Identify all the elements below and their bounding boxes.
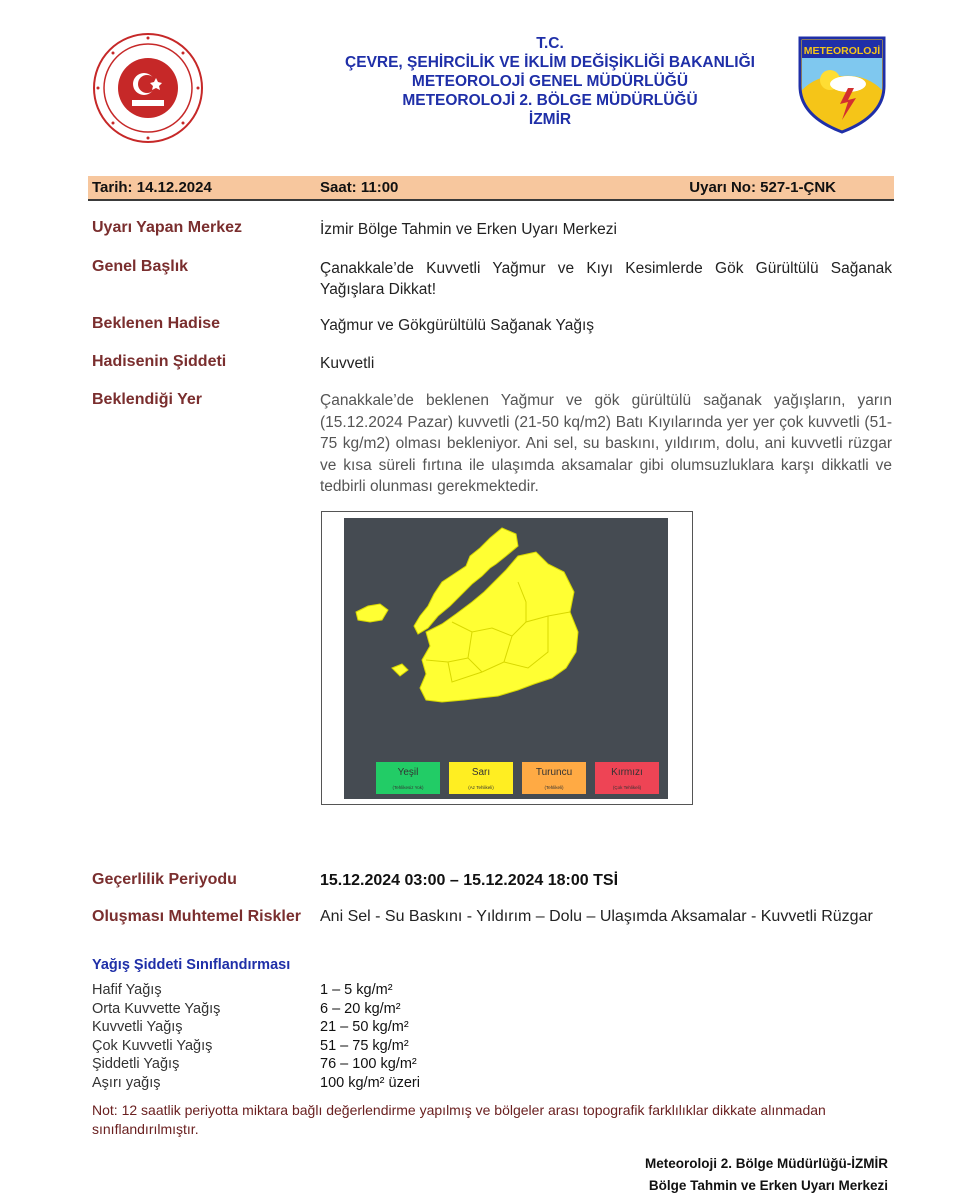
footer-line-2: Bölge Tahmin ve Erken Uyarı Merkezi (648, 1178, 888, 1193)
severity-value: Kuvvetli (320, 355, 375, 372)
severity-label: Hadisenin Şiddeti (92, 353, 227, 370)
legend-orange-label: Turuncu (535, 767, 573, 778)
header-line-directorate: METEOROLOJİ GENEL MÜDÜRLÜĞÜ (411, 73, 689, 90)
legend-green-sub: (Tehlikesiz Yok) (392, 785, 424, 790)
classification-title: Yağış Şiddeti Sınıflandırması (92, 957, 291, 973)
event-label: Beklenen Hadise (92, 315, 221, 332)
legend-yellow-label: Sarı (471, 767, 491, 778)
class-name-2: Orta Kuvvette Yağış (92, 1001, 221, 1017)
legend-orange-sub: (Tehlikeli) (544, 785, 564, 790)
logo-text: METEOROLOJİ (803, 45, 881, 57)
header-line-ministry: ÇEVRE, ŞEHİRCİLİK VE İKLİM DEĞİŞİKLİĞİ BAKANLIĞI (345, 54, 755, 71)
warning-map-frame (321, 511, 693, 805)
header-line-region: METEOROLOJİ 2. BÖLGE MÜDÜRLÜĞÜ (402, 92, 698, 109)
class-name-4: Çok Kuvvetli Yağış (92, 1038, 213, 1054)
legend-yellow-sub: (Az Tehlikeli) (468, 785, 494, 790)
class-name-6: Aşırı yağış (92, 1075, 161, 1091)
place-label: Beklendiği Yer (92, 391, 202, 408)
class-range-1: 1 – 5 kg/m² (320, 982, 393, 998)
date-field: Tarih: 14.12.2024 (92, 179, 212, 196)
time-field: Saat: 11:00 (320, 179, 399, 196)
class-range-3: 21 – 50 kg/m² (320, 1019, 409, 1035)
class-range-5: 76 – 100 kg/m² (320, 1056, 417, 1072)
header-title-block (290, 34, 810, 129)
legend-red-label: Kırmızı (611, 767, 643, 778)
warning-number-field: Uyarı No: 527-1-ÇNK (689, 179, 836, 196)
validity-value: 15.12.2024 03:00 – 15.12.2024 18:00 TSİ (320, 872, 619, 889)
meteoroloji-shield-logo (796, 34, 888, 134)
class-name-1: Hafif Yağış (92, 982, 162, 998)
title-value: Çanakkale’de Kuvvetli Yağmur ve Kıyı Kesimlerde Gök Gürültülü Sağanak Yağışlara Dikkat! (320, 260, 892, 298)
header-line-tc: T.C. (536, 35, 564, 52)
ministry-seal-logo (92, 32, 204, 144)
place-value: Çanakkale’de beklenen Yağmur ve gök gürültülü sağanak yağışların, yarın (15.12.2024 Pazar) kuvvetli (21-50 kq/m2) Batı Kıyılarında yer yer çok kuvvetli (51-75 kg/m2) olması bekleniyor. Ani sel, su baskını, yıldırım, dolu, ani kuvvetli rüzgar ve kısa süreli fırtına ile ulaşımda aksamalar gibi olumsuzluklara karşı dikkatli ve tedbirli olunması gerekmektedir. (320, 392, 892, 495)
risks-value: Ani Sel - Su Baskını - Yıldırım – Dolu – Ulaşımda Aksamalar - Kuvvetli Rüzgar (320, 908, 873, 925)
title-label: Genel Başlık (92, 258, 189, 275)
class-name-3: Kuvvetli Yağış (92, 1019, 183, 1035)
header-line-city: İZMİR (528, 111, 572, 128)
classification-note: Not: 12 saatlik periyotta miktara bağlı değerlendirme yapılmış ve bölgeler arası topografik farklılıklar dikkate alınmadan sınıflandırılmıştır. (92, 1102, 826, 1137)
class-name-5: Şiddetli Yağış (92, 1056, 180, 1072)
legend-green-label: Yeşil (397, 767, 419, 778)
center-label: Uyarı Yapan Merkez (92, 219, 243, 236)
class-range-6: 100 kg/m² üzeri (320, 1075, 420, 1091)
class-range-2: 6 – 20 kg/m² (320, 1001, 401, 1017)
risks-label: Oluşması Muhtemel Riskler (92, 908, 301, 925)
legend-red-sub: (Çok Tehlikeli) (612, 785, 642, 790)
event-value: Yağmur ve Gökgürültülü Sağanak Yağış (320, 317, 594, 334)
class-range-4: 51 – 75 kg/m² (320, 1038, 409, 1054)
center-value: İzmir Bölge Tahmin ve Erken Uyarı Merkezi (320, 221, 617, 238)
warning-info-bar (88, 176, 894, 201)
footer-line-1: Meteoroloji 2. Bölge Müdürlüğü-İZMİR (645, 1156, 888, 1171)
canakkale-warning-map (322, 512, 692, 804)
validity-label: Geçerlilik Periyodu (92, 871, 237, 888)
